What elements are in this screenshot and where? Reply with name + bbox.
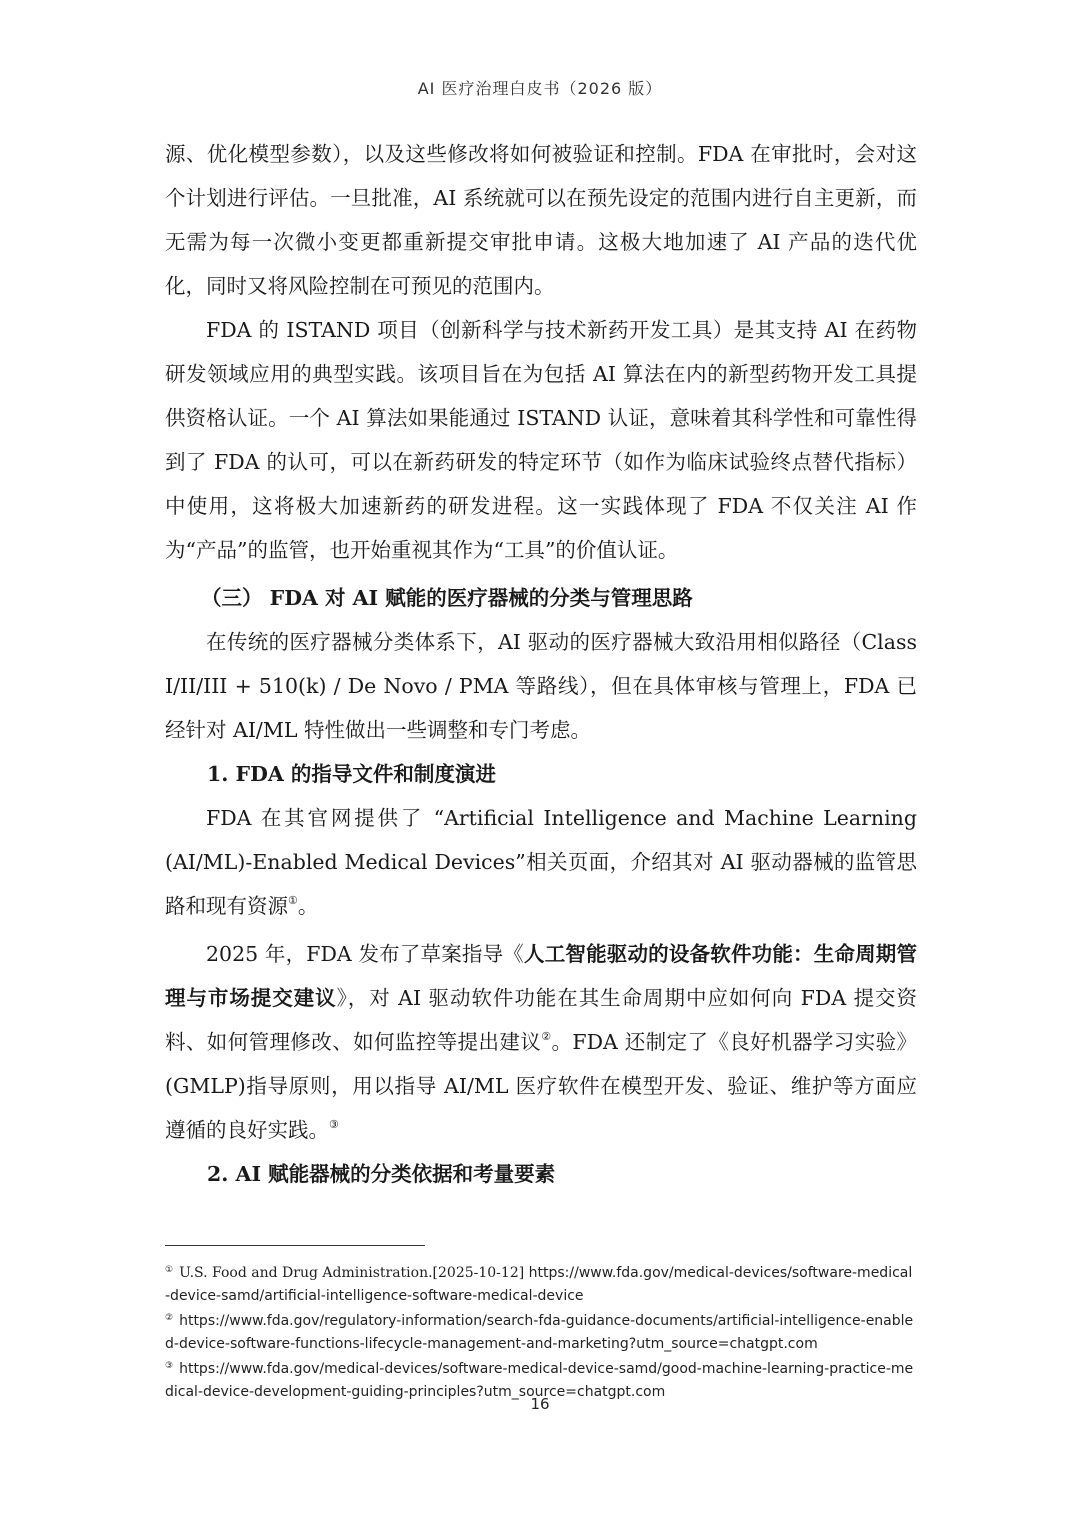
paragraph-istand: FDA 的 ISTAND 项目（创新科学与技术新药开发工具）是其支持 AI 在药物研发领域应用的典型实践。该项目旨在为包括 AI 算法在内的新型药物开发工具提供资格认证。一个 AI 算法如果能通过 ISTAND 认证，意味着其科学性和可靠性得到了 FDA 的认可，可以在新药研发的特定环节（如作为临床试验终点替代指标）中使用，这将极大加速新药的研发进程。这一实践体现了 FDA 不仅关注 AI 作为“产品”的监管，也开始重视其作为“工具”的价值认证。 bbox=[165, 318, 917, 562]
footnote-1-source: U.S. Food and Drug Administration.[2025-10-12] bbox=[179, 1265, 525, 1281]
paragraph-continued: 源、优化模型参数），以及这些修改将如何被验证和控制。FDA 在审批时，会对这个计划进行评估。一旦批准，AI 系统就可以在预先设定的范围内进行自主更新，而无需为每一次微小变更都重新提交审批申请。这极大地加速了 AI 产品的迭代优化，同时又将风险控制在可预见的范围内。 bbox=[165, 142, 917, 298]
footnote-ref-3[interactable]: ③ bbox=[329, 1118, 339, 1131]
footnote-1-link[interactable]: https://www.fda.gov/medical-devices/software-medical-device-samd/artificial-intelligence-software-medical-device bbox=[165, 1265, 913, 1304]
footnote-3-mark: ③ bbox=[165, 1361, 174, 1371]
section-heading-3: （三） FDA 对 AI 赋能的医疗器械的分类与管理思路 bbox=[201, 586, 693, 610]
footnote-2 bbox=[165, 1307, 917, 1355]
footnotes bbox=[165, 1259, 917, 1403]
paragraph-classification: 在传统的医疗器械分类体系下，AI 驱动的医疗器械大致沿用相似路径（Class I/II/III + 510(k) / De Novo / PMA 等路线），但在具体审核与管理上，FDA 已经针对 AI/ML 特性做出一些调整和专门考虑。 bbox=[165, 630, 917, 742]
subsection-heading-2: 2. AI 赋能器械的分类依据和考量要素 bbox=[207, 1162, 556, 1186]
paragraph-fda-website-text: FDA 在其官网提供了 “Artificial Intelligence and Machine Learning (AI/ML)-Enabled Medical Devices”相关页面，介绍其对 AI 驱动器械的监管思路和现有资源 bbox=[165, 806, 917, 918]
paragraph-fda-website bbox=[165, 796, 917, 928]
draft-guidance-rest: 。FDA 还制定了《良好机器学习实验》(GMLP)指导原则，用以指导 AI/ML 医疗软件在模型开发、验证、维护等方面应遵循的良好实践。 bbox=[165, 1030, 917, 1142]
footnote-2-link[interactable]: https://www.fda.gov/regulatory-information/search-fda-guidance-documents/artificial-intelligence-enabled-device-software-functions-lifecycle-management-and-marketing?utm_source=chatgpt.com bbox=[165, 1313, 914, 1352]
footnote-1 bbox=[165, 1259, 917, 1307]
body-text bbox=[165, 132, 917, 1196]
draft-guidance-mid: 》，对 AI 驱动软件功能在其生命周期中应如何向 FDA 提交资料、如何管理修改、如何监控等提出建议 bbox=[165, 986, 917, 1054]
footnote-divider bbox=[165, 1245, 425, 1246]
footnote-ref-2[interactable]: ② bbox=[541, 1030, 552, 1043]
footnote-2-mark: ② bbox=[165, 1313, 174, 1323]
running-header: AI 医疗治理白皮书（2026 版） bbox=[417, 79, 663, 98]
subsection-heading-1: 1. FDA 的指导文件和制度演进 bbox=[207, 762, 496, 786]
draft-guidance-start: 2025 年，FDA 发布了草案指导《 bbox=[206, 942, 524, 966]
page-number: 16 bbox=[530, 1395, 550, 1413]
draft-guidance-title: 人工智能驱动的设备软件功能：生命周期管理与市场提交建议 bbox=[165, 942, 917, 1010]
paragraph-fda-website-end: 。 bbox=[297, 894, 319, 918]
footnote-ref-1[interactable]: ① bbox=[288, 894, 298, 907]
footnote-3-link[interactable]: https://www.fda.gov/medical-devices/software-medical-device-samd/good-machine-learning-practice-medical-device-development-guiding-principles?utm_source=chatgpt.com bbox=[165, 1361, 914, 1400]
footnote-1-mark: ① bbox=[165, 1265, 174, 1275]
paragraph-draft-guidance bbox=[165, 932, 917, 1152]
